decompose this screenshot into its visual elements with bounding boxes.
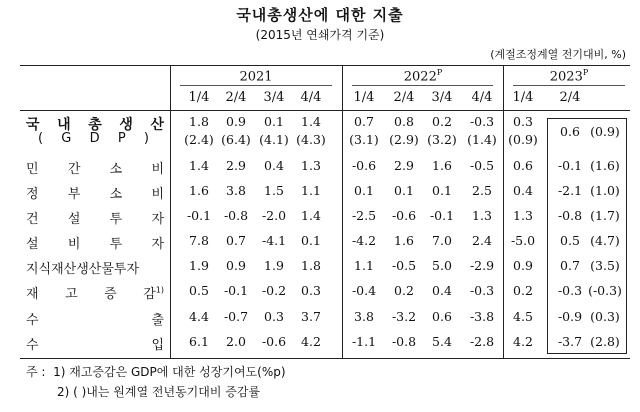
table-cell: -0.5 [469,158,495,173]
table-cell: -4.1 [261,233,287,248]
row-label: 수 입 [26,338,164,353]
table-cell: -0.1 [429,208,455,223]
header-rule [20,110,630,111]
table-cell: 5.4 [432,334,452,349]
table-cell: 1.1 [354,258,374,273]
gdp-value: 0.8 [394,114,414,129]
gdp-value: 0.2 [432,114,452,129]
table-cell: -0.8 [391,334,417,349]
gdp-yoy-value: (2.4) [184,132,214,147]
table-cell: -2.1 [557,183,583,198]
table-cell: 1.1 [301,183,321,198]
table-cell: -0.8 [223,208,249,223]
gdp-value: 0.3 [513,114,533,129]
gdp-yoy-value: (3.2) [427,132,457,147]
gdp-yoy-value: (4.1) [259,132,289,147]
label-column-divider [170,65,171,358]
quarter-header: 1/4 [353,90,375,105]
table-cell: 0.4 [264,158,284,173]
yoy-cell: (0.3) [590,309,620,324]
table-cell: -2.9 [469,258,495,273]
table-cell: 0.7 [226,233,246,248]
table-cell: 1.9 [189,258,209,273]
table-cell: 0.2 [513,283,533,298]
table-cell: -0.7 [223,309,249,324]
yoy-cell: (3.5) [590,258,620,273]
table-cell: 1.4 [189,158,209,173]
quarter-header: 4/4 [300,90,322,105]
yoy-cell: (1.7) [590,208,620,223]
quarter-header: 3/4 [431,90,453,105]
table-cell: 0.1 [394,183,414,198]
table-cell: 0.6 [432,309,452,324]
gdp-yoy-value: (6.4) [221,132,251,147]
gdp-value: 1.4 [301,114,321,129]
table-cell: -0.2 [261,283,287,298]
gdp-value: 0.7 [354,114,374,129]
table-cell: 7.0 [432,233,452,248]
table-cell: -1.1 [351,334,377,349]
table-cell: -0.6 [351,158,377,173]
row-label: 지식재산생산물투자 [26,262,140,277]
table-cell: 2.9 [226,158,246,173]
yoy-cell: (-0.3) [588,283,622,298]
table-title: 국내총생산에 대한 지출 [236,6,404,24]
footnote-2: 2) ( )내는 원계열 전년동기대비 증감률 [57,385,261,399]
table-cell: 1.3 [472,208,492,223]
table-cell: 0.6 [513,158,533,173]
table-cell: 2.0 [226,334,246,349]
table-cell: 7.8 [189,233,209,248]
quarter-header: 4/4 [471,90,493,105]
table-cell: -0.1 [223,283,249,298]
quarter-header: 2/4 [225,90,247,105]
table-cell: 0.5 [189,283,209,298]
table-cell: -3.8 [469,309,495,324]
table-cell: 0.3 [264,309,284,324]
table-cell: 0.2 [394,283,414,298]
table-cell: 0.4 [513,183,533,198]
table-cell: 0.9 [226,258,246,273]
gdp-yoy-value: (0.9) [590,124,620,139]
table-cell: 3.7 [301,309,321,324]
table-cell: 1.3 [301,158,321,173]
table-cell: 2.4 [472,233,492,248]
table-cell: 0.1 [432,183,452,198]
table-cell: 1.6 [394,233,414,248]
year-header-2023: $2023^P$ [549,68,589,85]
yoy-cell: (1.6) [590,158,620,173]
table-cell: -0.4 [351,283,377,298]
yoy-cell: (1.0) [590,183,620,198]
yoy-cell: (4.7) [590,233,620,248]
row-label: 수 출 [26,313,164,328]
table-cell: 2.5 [472,183,492,198]
quarter-header: 2/4 [559,90,581,105]
row-label: 재 고 증 감$^{1)}$ [26,285,164,302]
gdp-sub-label: ( G D P ) [38,131,152,146]
top-rule [20,65,630,66]
quarter-header: 3/4 [263,90,285,105]
table-cell: 0.1 [354,183,374,198]
table-cell: -3.2 [391,309,417,324]
table-cell: 1.4 [301,208,321,223]
table-cell: -0.1 [186,208,212,223]
table-cell: -3.7 [557,334,583,349]
bottom-rule [20,358,630,359]
gdp-value: 0.9 [226,114,246,129]
gdp-value: 0.6 [560,124,580,139]
row-label: 정 부 소 비 [26,187,164,202]
table-cell: 5.0 [432,258,452,273]
table-cell: -0.6 [261,334,287,349]
table-cell: -0.3 [557,283,583,298]
quarter-header: 1/4 [512,90,534,105]
gdp-value: 1.8 [189,114,209,129]
row-label: 민 간 소 비 [26,162,164,177]
yoy-cell: (2.8) [590,334,620,349]
table-cell: 3.8 [354,309,374,324]
table-cell: 4.5 [513,309,533,324]
gdp-label: 국 내 총 생 산 [26,117,164,133]
gdp-yoy-value: (2.9) [389,132,419,147]
row-label: 설 비 투 자 [26,237,164,252]
table-cell: 1.3 [513,208,533,223]
table-cell: -0.9 [557,309,583,324]
table-cell: 0.7 [560,258,580,273]
table-cell: -2.0 [261,208,287,223]
table-cell: -0.8 [557,208,583,223]
table-cell: -4.2 [351,233,377,248]
gdp-value: -0.3 [469,114,495,129]
row-label: 건 설 투 자 [26,212,164,227]
year-divider-2021-2022 [342,65,343,358]
table-cell: 0.3 [301,283,321,298]
year-underline-2022 [352,85,493,86]
table-cell: 0.4 [432,283,452,298]
gdp-yoy-value: (0.9) [508,132,538,147]
table-cell: 4.2 [513,334,533,349]
table-cell: -0.5 [391,258,417,273]
table-cell: 0.1 [301,233,321,248]
table-cell: 2.9 [394,158,414,173]
year-underline-2023 [513,85,625,86]
quarter-header: 1/4 [188,90,210,105]
table-cell: -0.6 [391,208,417,223]
gdp-value: 0.1 [264,114,284,129]
table-cell: 1.9 [264,258,284,273]
table-cell: 1.6 [189,183,209,198]
table-cell: 0.5 [560,233,580,248]
year-underline-2021 [180,85,332,86]
table-cell: 1.6 [432,158,452,173]
year-header-2021: 2021 [239,69,273,85]
table-cell: 4.2 [301,334,321,349]
table-cell: 3.8 [226,183,246,198]
table-cell: -2.5 [351,208,377,223]
year-header-2022: $2022^P$ [403,68,443,85]
gdp-yoy-value: (4.3) [296,132,326,147]
table-cell: 0.9 [513,258,533,273]
quarter-header: 2/4 [393,90,415,105]
gdp-yoy-value: (1.4) [467,132,497,147]
footnote-1: 주 : 1) 재고증감은 GDP에 대한 성장기여도(%p) [26,365,286,379]
table-cell: 1.5 [264,183,284,198]
table-cell: -2.8 [469,334,495,349]
table-cell: -5.0 [510,233,536,248]
table-cell: 6.1 [189,334,209,349]
table-cell: -0.3 [469,283,495,298]
table-subtitle: (2015년 연쇄가격 기준) [255,28,385,42]
table-cell: 1.8 [301,258,321,273]
table-cell: 4.4 [189,309,209,324]
unit-label: (계절조정계열 전기대비, %) [490,48,626,61]
table-cell: -0.1 [557,158,583,173]
gdp-yoy-value: (3.1) [349,132,379,147]
